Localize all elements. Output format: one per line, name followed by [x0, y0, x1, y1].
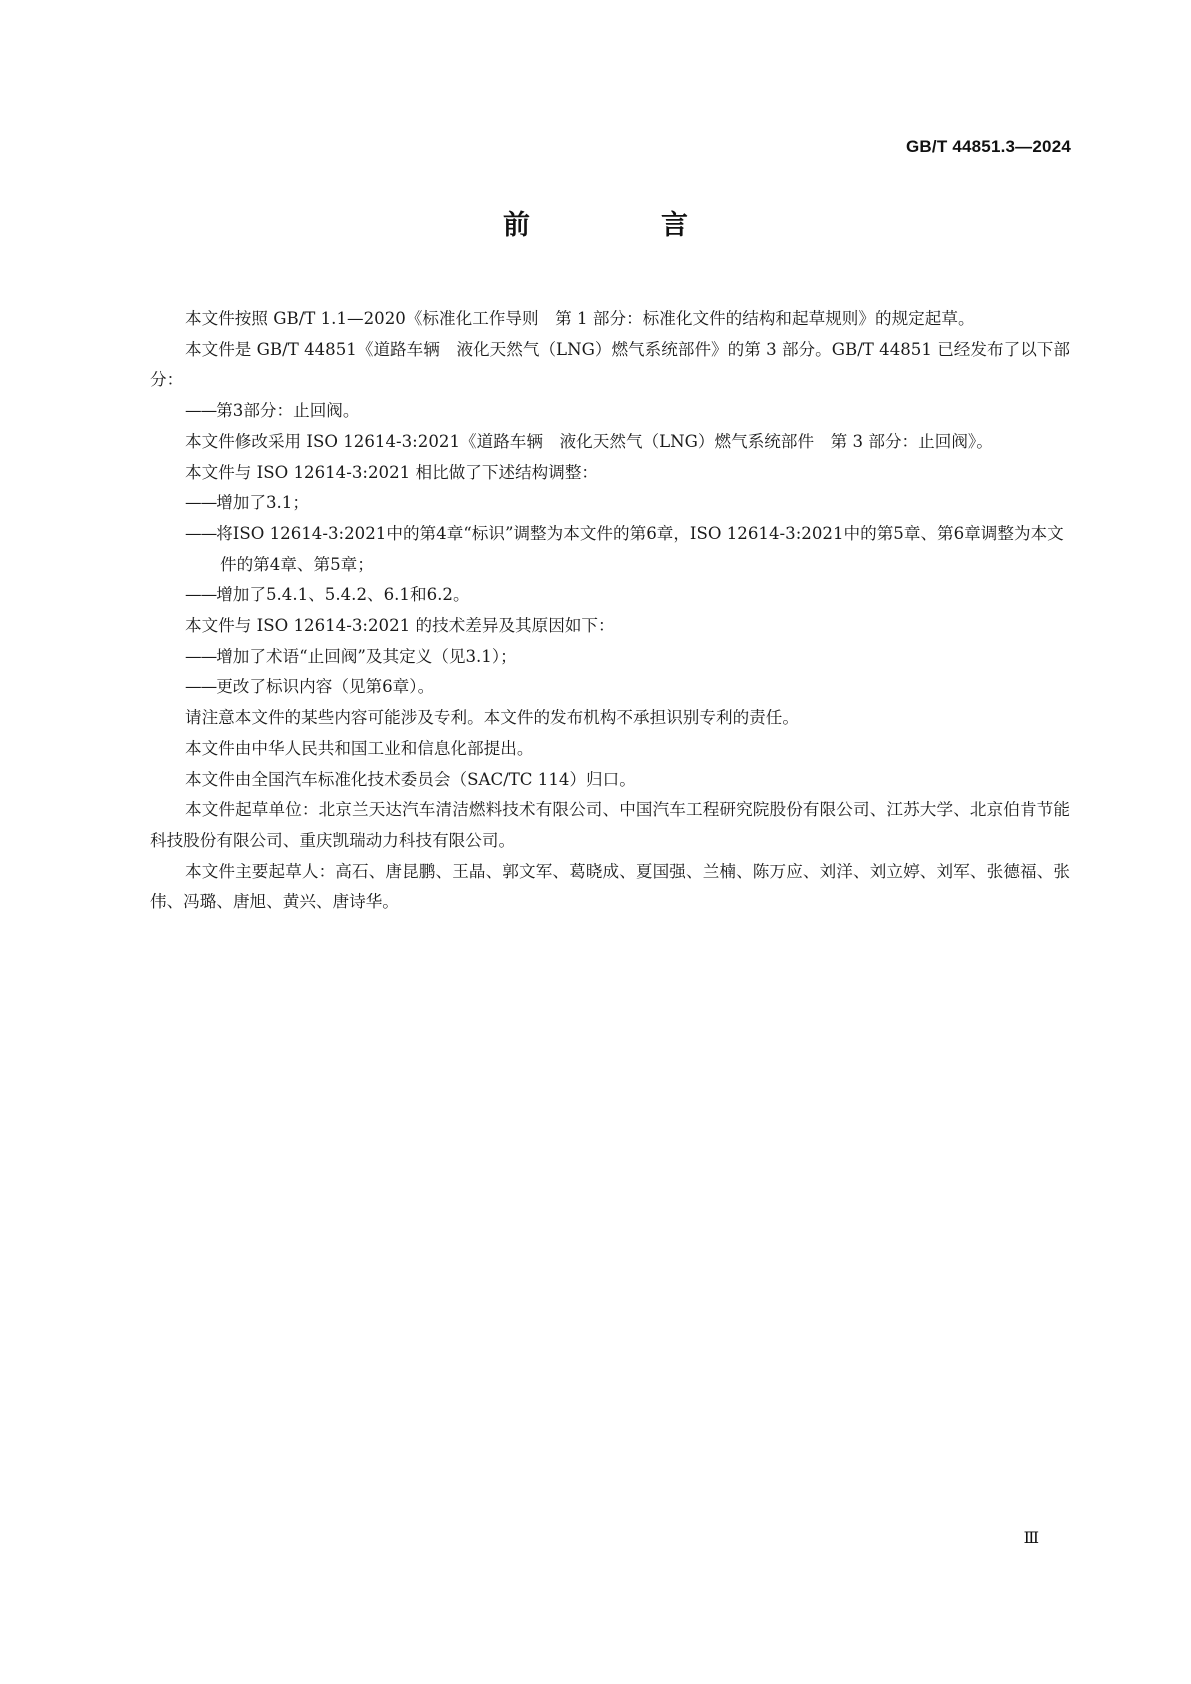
page-title: 前 言 — [503, 210, 740, 241]
paragraph-modified-adoption: 本文件修改采用 ISO 12614-3:2021《道路车辆 液化天然气（LNG）燃气系统部件 第 3 部分：止回阀》。 — [185, 431, 993, 451]
foreword-body — [150, 304, 1070, 918]
list-item-technical-1: —— 增加了术语“止回阀”及其定义（见3.1）； — [150, 642, 1070, 673]
list-item-part3: —— 第3部分：止回阀。 — [150, 396, 1070, 427]
list-item-structural-1: —— 增加了3.1； — [150, 488, 1070, 519]
list-item-structural-2: —— 将ISO 12614-3:2021中的第4章“标识”调整为本文件的第6章，ISO 12614-3:2021中的第5章、第6章调整为本文件的第4章、第5章； — [150, 519, 1070, 580]
paragraph-technical-differences: 本文件与 ISO 12614-3:2021 的技术差异及其原因如下： — [185, 616, 615, 636]
page-number: Ⅲ — [1023, 1528, 1039, 1547]
paragraph-drafting-units: 本文件起草单位：北京兰天达汽车清洁燃料技术有限公司、中国汽车工程研究院股份有限公司、江苏大学、北京伯肯节能科技股份有限公司、重庆凯瑞动力科技有限公司。 — [150, 800, 1070, 850]
paragraph-structural-changes: 本文件与 ISO 12614-3:2021 相比做了下述结构调整： — [185, 462, 599, 482]
paragraph-drafters: 本文件主要起草人：高石、唐昆鹏、王晶、郭文军、葛晓成、夏国强、兰楠、陈万应、刘洋、刘立婷、刘军、张德福、张伟、冯璐、唐旭、黄兴、唐诗华。 — [150, 861, 1070, 912]
paragraph-centralized-by: 本文件由全国汽车标准化技术委员会（SAC/TC 114）归口。 — [185, 769, 636, 789]
paragraph-drafting-rules: 本文件按照 GB/T 1.1—2020《标准化工作导则 第 1 部分：标准化文件的结构和起草规则》的规定起草。 — [185, 309, 975, 328]
list-item-structural-3: —— 增加了5.4.1、5.4.2、6.1和6.2。 — [150, 580, 1070, 611]
paragraph-proposed-by: 本文件由中华人民共和国工业和信息化部提出。 — [185, 738, 534, 758]
document-code: GB/T 44851.3—2024 — [906, 137, 1071, 156]
paragraph-series-info: 本文件是 GB/T 44851《道路车辆 液化天然气（LNG）燃气系统部件》的第 3 部分。GB/T 44851 已经发布了以下部分： — [150, 339, 1070, 390]
paragraph-patent-notice: 请注意本文件的某些内容可能涉及专利。本文件的发布机构不承担识别专利的责任。 — [185, 708, 799, 728]
list-item-technical-2: —— 更改了标识内容（见第6章）。 — [150, 672, 1070, 703]
